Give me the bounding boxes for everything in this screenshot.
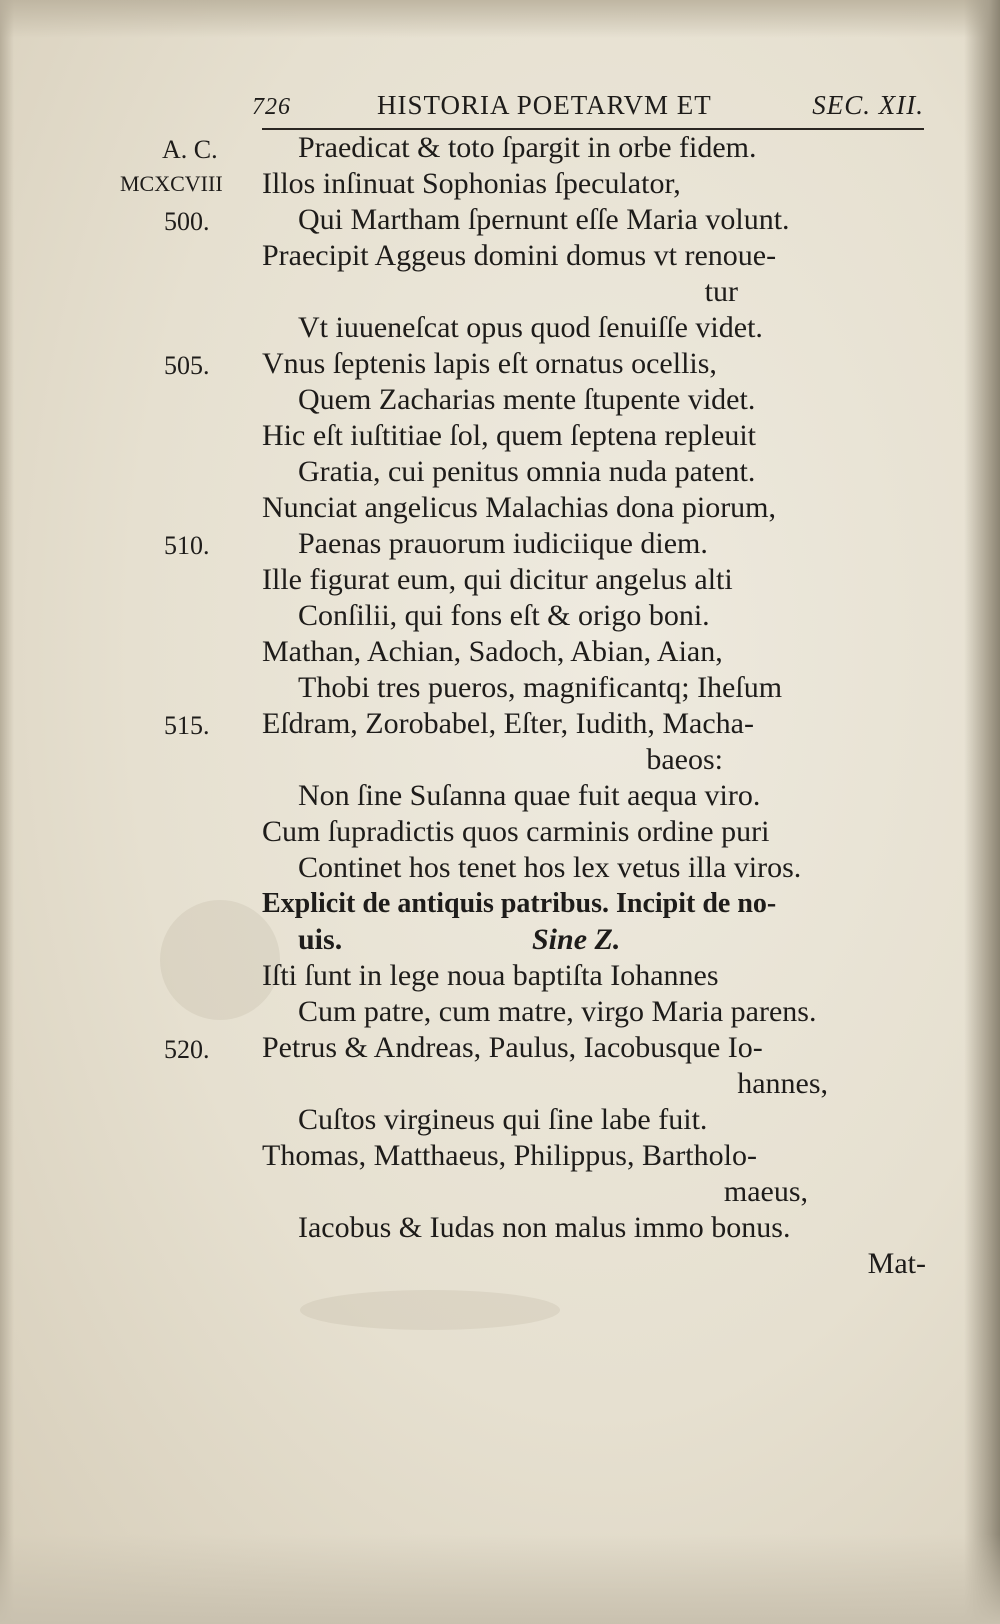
verse-line-continuation: tur: [704, 275, 738, 308]
rubric-end: uis.: [298, 923, 343, 956]
verse-text: [262, 130, 928, 1282]
verse-line: Non ſine Suſanna quae fuit aequa viro.: [298, 779, 761, 812]
catchword: Mat-: [867, 1247, 926, 1280]
page-left-shadow: [0, 0, 14, 1624]
verse-line: Qui Martham ſpernunt eſſe Maria volunt.: [298, 203, 790, 236]
section-label: SEC. XII.: [812, 90, 924, 120]
verse-line: Cum ſupradictis quos carminis ordine puri: [262, 815, 770, 848]
verse-line: Cum patre, cum matre, virgo Maria parens.: [298, 995, 817, 1028]
line-number: 515.: [164, 711, 210, 740]
running-title: HISTORIA POETARVM ET: [377, 90, 712, 120]
verse-line: Paenas prauorum iudiciique diem.: [298, 527, 708, 560]
verse-line: Eſdram, Zorobabel, Eſter, Iudith, Macha-: [262, 707, 754, 740]
verse-line: Vnus ſeptenis lapis eſt ornatus ocellis,: [262, 347, 717, 380]
verse-line: Nunciat angelicus Malachias dona piorum,: [262, 491, 777, 524]
verse-line-continuation: hannes,: [737, 1067, 828, 1100]
verse-line: Hic eſt iuſtitiae ſol, quem ſeptena repleuit: [262, 419, 757, 452]
line-number: 500.: [164, 207, 210, 236]
paper-stain: [300, 1290, 560, 1330]
page-right-edge: [964, 0, 1000, 1624]
page-number: 726: [252, 94, 291, 120]
verse-line: Iacobus & Iudas non malus immo bonus.: [298, 1211, 791, 1244]
verse-line: Praecipit Aggeus domini domus vt renoue-: [262, 239, 777, 272]
section-rubric-continuation: [262, 922, 928, 958]
verse-line: Petrus & Andreas, Paulus, Iacobusque Io-: [262, 1031, 763, 1064]
verse-line: Continet hos tenet hos lex vetus illa viros.: [298, 851, 802, 884]
verse-line: Thomas, Matthaeus, Philippus, Bartholo-: [262, 1139, 757, 1172]
verse-line: Cuſtos virgineus qui ſine labe fuit.: [298, 1103, 708, 1136]
verse-line-continuation: baeos:: [646, 743, 723, 776]
page-bottom-shadow: [0, 1534, 1000, 1624]
line-number: 520.: [164, 1035, 210, 1064]
page-top-shadow: [0, 0, 1000, 38]
verse-line: Praedicat & toto ſpargit in orbe fidem.: [298, 131, 757, 164]
verse-line: Thobi tres pueros, magnificantq; Iheſum: [298, 671, 783, 704]
verse-line: Vt iuueneſcat opus quod ſenuiſſe videt.: [298, 311, 763, 344]
verse-line: Illos inſinuat Sophonias ſpeculator,: [262, 167, 681, 200]
verse-line: Quem Zacharias mente ſtupente videt.: [298, 383, 756, 416]
year-roman: MCXCVIII: [120, 171, 223, 196]
verse-line: Iſti ſunt in lege noua baptiſta Iohannes: [262, 959, 719, 992]
verse-line: Ille figurat eum, qui dicitur angelus alti: [262, 563, 733, 596]
verse-line: Gratia, cui penitus omnia nuda patent.: [298, 455, 756, 488]
margin-column: [120, 130, 260, 1330]
line-number: 510.: [164, 531, 210, 560]
line-number: 505.: [164, 351, 210, 380]
verse-line: Conſilii, qui fons eſt & origo boni.: [298, 599, 710, 632]
rubric-note: Sine Z.: [532, 923, 621, 956]
verse-line-continuation: maeus,: [723, 1175, 808, 1208]
section-rubric: Explicit de antiquis patribus. Incipit de no-: [262, 888, 777, 919]
year-label: A. C.: [162, 135, 218, 164]
running-head: [252, 90, 924, 128]
verse-line: Mathan, Achian, Sadoch, Abian, Aian,: [262, 635, 723, 668]
